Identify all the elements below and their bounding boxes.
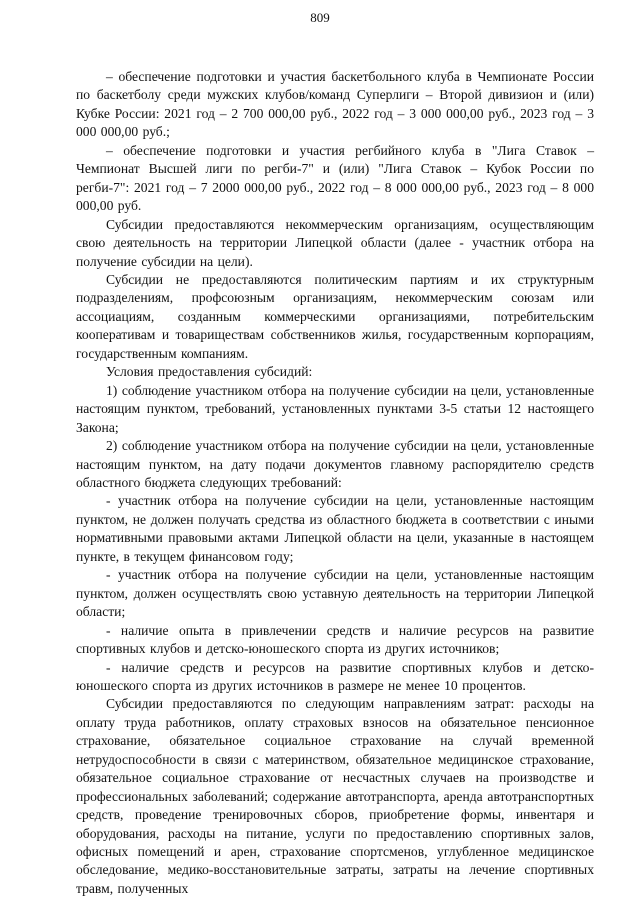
paragraph-requirement-no-other-funds: - участник отбора на получение субсидии на цели, установленные настоящим пунктом, не должен получать средства из областного бюджета в соответствии с иными нормативными правовыми актами Липецкой области на цели, указанные в настоящем пункте, в текущем финансовом году; — [76, 493, 594, 564]
paragraph-basketball-funding: – обеспечение подготовки и участия баскетбольного клуба в Чемпионате России по баскетболу среди мужских клубов/команд Суперлиги – Второй дивизион и (или) Кубке России: 2021 год – 2 700 000,00 руб., 2022 год – 3 000 000,00 руб., 2023 год – 3 000 000,00 руб.; — [76, 69, 594, 140]
paragraph-recipients: Субсидии предоставляются некоммерческим организациям, осуществляющим свою деятельность на территории Липецкой области (далее - участник отбора на получение субсидии на цели). — [76, 216, 594, 269]
paragraph-exclusions: Субсидии не предоставляются политическим партиям и их структурным подразделениям, профсоюзным организациям, некоммерческим союзам или ассоциациям, созданным коммерческими организациями, потребительским кооперативам и товариществам собственников жилья, государственным корпорациям, государственным компаниям. — [76, 271, 594, 361]
paragraph-requirement-own-resources: - наличие средств и ресурсов на развитие спортивных клубов и детско-юношеского спорта из других источников в размере не менее 10 процентов. — [76, 659, 594, 693]
page-number: 809 — [310, 10, 330, 25]
document-body — [76, 68, 594, 898]
paragraph-condition-2: 2) соблюдение участником отбора на получение субсидии на цели, установленные настоящим пунктом, на дату подачи документов главному распорядителю средств областного бюджета следующих требований: — [76, 438, 594, 490]
paragraph-conditions-heading: Условия предоставления субсидий: — [106, 364, 313, 380]
paragraph-requirement-territory: - участник отбора на получение субсидии на цели, установленные настоящим пунктом, должен осуществлять свою уставную деятельность на территории Липецкой области; — [76, 567, 594, 620]
paragraph-expense-directions: Субсидии предоставляются по следующим направлениям затрат: расходы на оплату труда работников, оплату страховых взносов на обязательное пенсионное страхование, обязательное социальное страхование на случай временной нетрудоспособности в связи с материнством, обязательное медицинское страхование, обязательное социальное страхование от несчастных случаев на производстве и профессиональных заболеваний; содержание автотранспорта, аренда автотранспортных средств, проведение тренировочных сборов, приобретение формы, инвентаря и оборудования, расходы на питание, услуги по предоставлению спортивных залов, офисных помещений и арен, страхование спортсменов, углубленное медицинское обследование, медико-восстановительные затраты, затраты на лечение спортивных травм, полученных — [76, 696, 594, 896]
paragraph-rugby-funding: – обеспечение подготовки и участия регбийного клуба в "Лига Ставок – Чемпионат Высшей лиги по регби-7" и (или) "Лига Ставок – Кубок России по регби-7": 2021 год – 7 2000 000,00 руб., 2022 год – 8 000 000,00 руб., 2023 год – 8 000 000,00 руб. — [76, 142, 594, 214]
paragraph-requirement-experience: - наличие опыта в привлечении средств и наличие ресурсов на развитие спортивных клубов и детско-юношеского спорта из других источников; — [76, 622, 594, 657]
paragraph-condition-1: 1) соблюдение участником отбора на получение субсидии на цели, установленные настоящим пунктом, требований, установленных пунктами 3-5 статьи 12 настоящего Закона; — [76, 382, 594, 435]
